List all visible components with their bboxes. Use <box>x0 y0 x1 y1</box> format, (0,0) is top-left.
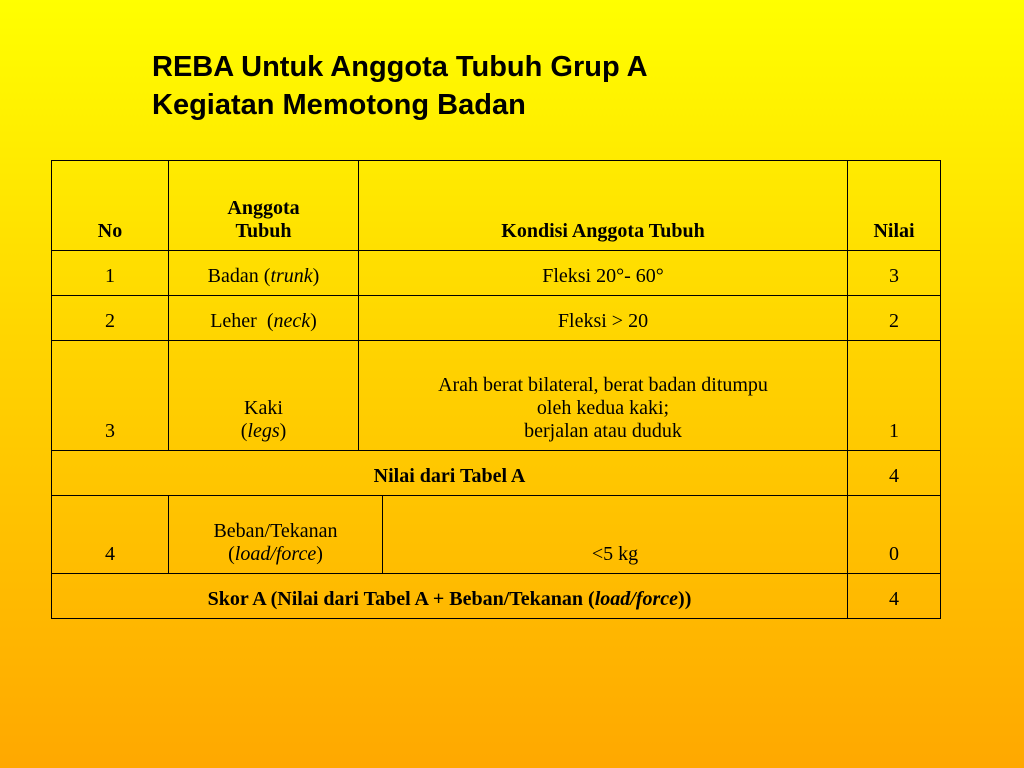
cell-no: 4 <box>52 496 169 574</box>
cell-anggota: Badan (trunk) <box>169 251 359 296</box>
skor-a-value: 4 <box>848 574 941 619</box>
cell-kondisi: Fleksi 20°- 60° <box>359 251 848 296</box>
title-line-1: REBA Untuk Anggota Tubuh Grup A <box>152 51 648 83</box>
cell-kondisi: Fleksi > 20 <box>359 296 848 341</box>
table-row <box>52 251 941 296</box>
skor-a-row <box>52 574 941 619</box>
cell-no: 3 <box>52 341 169 451</box>
skor-a-label: Skor A (Nilai dari Tabel A + Beban/Tekanan (load/force)) <box>52 574 848 619</box>
table-row <box>52 341 941 451</box>
cell-kondisi: Arah berat bilateral, berat badan ditumpu oleh kedua kaki; berjalan atau duduk <box>359 341 848 451</box>
title-line-2: Kegiatan Memotong Badan <box>152 89 526 121</box>
cell-nilai: 2 <box>848 296 941 341</box>
header-kondisi: Kondisi Anggota Tubuh <box>359 161 848 251</box>
cell-nilai: 3 <box>848 251 941 296</box>
nilai-tabel-a-label: Nilai dari Tabel A <box>52 451 848 496</box>
cell-no: 2 <box>52 296 169 341</box>
reba-table <box>51 160 941 619</box>
table-row <box>52 496 941 574</box>
cell-anggota: Kaki (legs) <box>169 341 359 451</box>
cell-no: 1 <box>52 251 169 296</box>
nilai-tabel-a-row <box>52 451 941 496</box>
table-row <box>52 296 941 341</box>
header-nilai: Nilai <box>848 161 941 251</box>
cell-anggota: Beban/Tekanan (load/force) <box>169 496 383 574</box>
nilai-tabel-a-value: 4 <box>848 451 941 496</box>
cell-nilai: 1 <box>848 341 941 451</box>
cell-nilai: 0 <box>848 496 941 574</box>
table-header-row <box>52 161 941 251</box>
header-anggota-tubuh: Anggota Tubuh <box>169 161 359 251</box>
cell-kondisi: <5 kg <box>383 496 848 574</box>
cell-anggota: Leher (neck) <box>169 296 359 341</box>
slide-title <box>152 48 648 124</box>
header-no: No <box>52 161 169 251</box>
